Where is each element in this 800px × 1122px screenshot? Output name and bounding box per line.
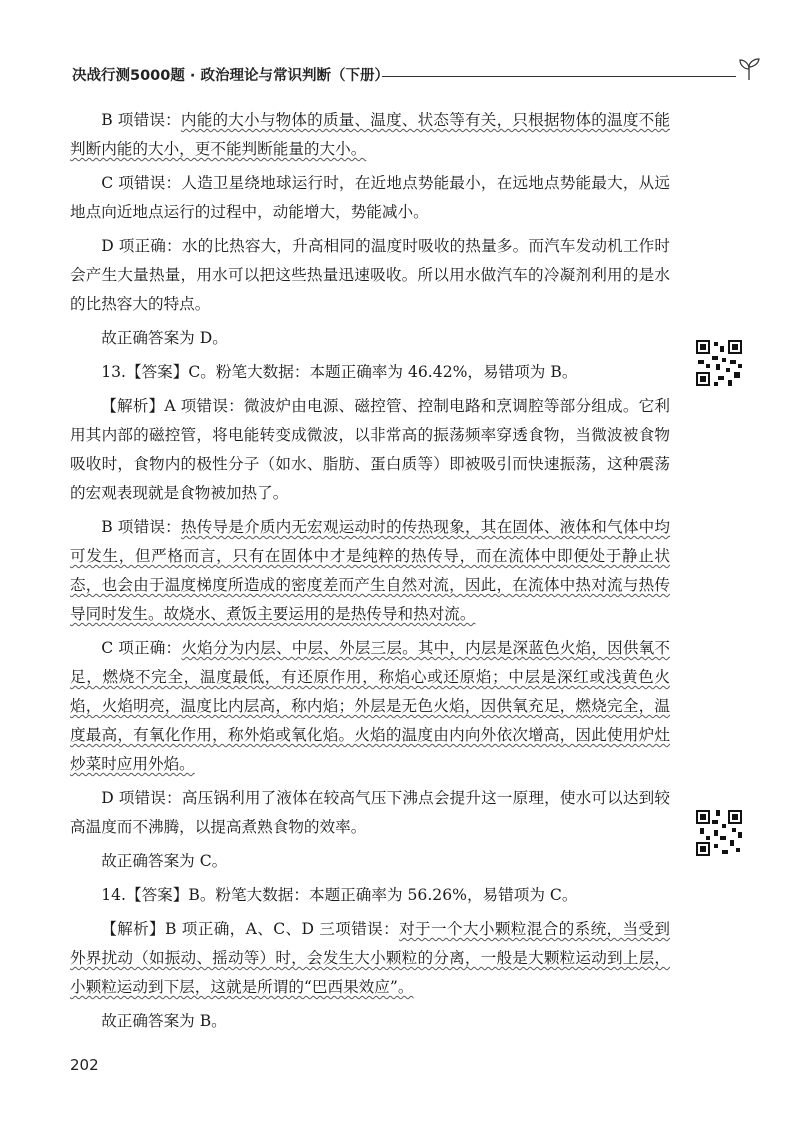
item-lead: B 项错误： (101, 518, 181, 536)
page-content (70, 106, 670, 1041)
running-header (72, 62, 762, 90)
answer-line: 故正确答案为 C。 (101, 852, 228, 870)
paragraph-c-item (70, 169, 670, 227)
page-number: 202 (70, 1056, 99, 1074)
item-lead: C 项正确： (101, 639, 182, 657)
answer-line: 故正确答案为 B。 (101, 1012, 227, 1030)
question-13-analysis-b (70, 513, 670, 629)
item-lead: 【解析】A 项错误： (101, 397, 244, 415)
paragraph-b-item (70, 106, 670, 164)
item-lead: D 项错误： (101, 789, 182, 807)
item-lead: C 项错误： (101, 174, 182, 192)
question-13-analysis-d (70, 784, 670, 842)
question-13-analysis-c (70, 634, 670, 779)
explanation-text: 高压锅利用了液体在较高气压下沸点会提升这一原理，使水可以达到较高温度而不沸腾，以提高煮熟食物的效率。 (70, 789, 670, 836)
explanation-text: 内能的大小与物体的质量、温度、状态等有关，只根据物体的温度不能判断内能的大小，更不能判断能量的大小。 (70, 111, 670, 158)
answer-line: 故正确答案为 D。 (101, 329, 228, 347)
qr-code-icon[interactable] (694, 808, 744, 858)
book-title: 决战行测5000题 · 政治理论与常识判断（下册） (72, 68, 389, 84)
explanation-text: 热传导是介质内无宏观运动时的传热现象，其在固体、液体和气体中均可发生，但严格而言，只有在固体中才是纯粹的热传导，而在流体中即便处于静止状态，也会由于温度梯度所造成的密度差而产生自然对流，因此，在流体中热对流与热传导同时发生。故烧水、煮饭主要运用的是热传导和热对流。 (70, 518, 670, 623)
explanation-text: 人造卫星绕地球运行时，在近地点势能最小，在远地点势能最大，从远地点向近地点运行的过程中，动能增大，势能减小。 (70, 174, 670, 221)
question-14-answer: 14.【答案】B。粉笔大数据：本题正确率为 56.26%，易错项为 C。 (101, 886, 578, 904)
item-lead: D 项正确： (101, 237, 182, 255)
explanation-text: 微波炉由电源、磁控管、控制电路和烹调腔等部分组成。它利用其内部的磁控管，将电能转变成微波，以非常高的振荡频率穿透食物，当微波被食物吸收时，食物内的极性分子（如水、脂肪、蛋白质等）即被吸引而快速振荡，这种震荡的宏观表现就是食物被加热了。 (70, 397, 670, 502)
question-13-analysis-a (70, 392, 670, 508)
item-lead: B 项错误： (101, 111, 181, 129)
sprout-icon (736, 56, 762, 82)
paragraph-d-item (70, 232, 670, 319)
explanation-text: 对于一个大小颗粒混合的系统，当受到外界扰动（如振动、摇动等）时，会发生大小颗粒的分离，一般是大颗粒运动到上层，小颗粒运动到下层，这就是所谓的“巴西果效应”。 (70, 920, 670, 996)
question-14-analysis (70, 915, 670, 1002)
explanation-text: 火焰分为内层、中层、外层三层。其中，内层是深蓝色火焰，因供氧不足，燃烧不完全，温度最低，有还原作用，称焰心或还原焰；中层是深红或浅黄色火焰，火焰明亮，温度比内层高，称内焰；外层是无色火焰，因供氧充足，燃烧完全，温度最高，有氧化作用，称外焰或氧化焰。火焰的温度由内向外依次增高，因此使用炉灶炒菜时应用外焰。 (70, 639, 670, 773)
qr-code-icon[interactable] (694, 338, 744, 388)
header-rule (382, 76, 736, 77)
question-13-answer: 13.【答案】C。粉笔大数据：本题正确率为 46.42%，易错项为 B。 (101, 363, 578, 381)
item-lead: 【解析】B 项正确，A、C、D 三项错误： (101, 920, 400, 938)
explanation-text: 水的比热容大，升高相同的温度时吸收的热量多。而汽车发动机工作时会产生大量热量，用水可以把这些热量迅速吸收。所以用水做汽车的冷凝剂利用的是水的比热容大的特点。 (70, 237, 670, 313)
